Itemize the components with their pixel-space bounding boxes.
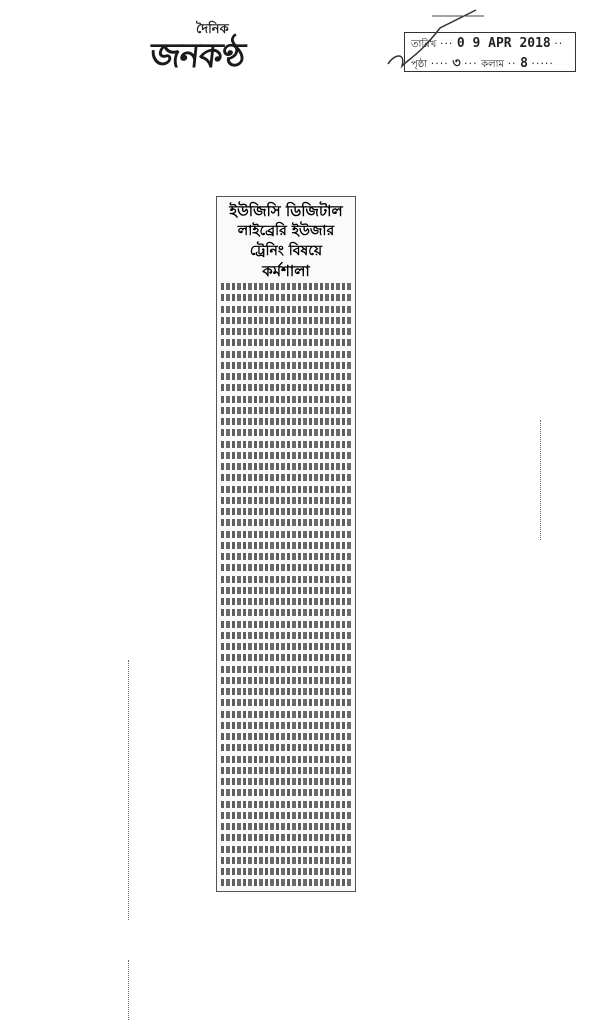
stamp-date-value: 0 9 APR 2018 bbox=[456, 36, 551, 51]
article-body-line bbox=[221, 362, 351, 369]
article-body-line bbox=[221, 789, 351, 796]
stamp-page-row: পৃষ্ঠা ···· ৩ ··· কলাম ·· 8 ····· bbox=[411, 56, 554, 71]
article-body-line bbox=[221, 834, 351, 841]
article-body-line bbox=[221, 351, 351, 358]
article-body-line bbox=[221, 756, 351, 763]
stamp-date-label: তারিখ bbox=[411, 39, 437, 50]
article-body-line bbox=[221, 801, 351, 808]
scan-margin-line bbox=[128, 960, 129, 1020]
article-body-line bbox=[221, 857, 351, 864]
article-body-line bbox=[221, 891, 351, 893]
article-body-line bbox=[221, 609, 351, 616]
article-body-line bbox=[221, 576, 351, 583]
article-body-line bbox=[221, 564, 351, 571]
article-body-line bbox=[221, 733, 351, 740]
article-body-line bbox=[221, 418, 351, 425]
article-body-line bbox=[221, 643, 351, 650]
article-body-line bbox=[221, 306, 351, 313]
article-body-line bbox=[221, 519, 351, 526]
article-body-line bbox=[221, 722, 351, 729]
article-body-line bbox=[221, 463, 351, 470]
article-body-line bbox=[221, 823, 351, 830]
article-body-line bbox=[221, 688, 351, 695]
article-body-line bbox=[221, 879, 351, 886]
article-body-line bbox=[221, 441, 351, 448]
article-body bbox=[217, 283, 355, 892]
article-body-line bbox=[221, 666, 351, 673]
article-body-line bbox=[221, 396, 351, 403]
article-body-line bbox=[221, 384, 351, 391]
article-body-line bbox=[221, 373, 351, 380]
stamp-column-label: কলাম bbox=[481, 59, 505, 70]
scan-margin-line bbox=[128, 660, 129, 920]
date-stamp bbox=[404, 32, 576, 72]
article-body-line bbox=[221, 632, 351, 639]
headline-line-1: ইউজিসি ডিজিটাল bbox=[229, 202, 343, 220]
article-body-line bbox=[221, 486, 351, 493]
masthead-label: দৈনিক bbox=[196, 22, 229, 37]
article-body-line bbox=[221, 711, 351, 718]
masthead-title: জনকণ্ঠ bbox=[148, 36, 247, 76]
article-body-line bbox=[221, 654, 351, 661]
article-body-line bbox=[221, 339, 351, 346]
stamp-page-label: পৃষ্ঠা bbox=[411, 59, 428, 70]
article-body-line bbox=[221, 846, 351, 853]
article-body-line bbox=[221, 294, 351, 301]
article-body-line bbox=[221, 497, 351, 504]
article-body-line bbox=[221, 553, 351, 560]
headline-line-2: লাইব্রেরি ইউজার bbox=[237, 223, 335, 239]
stamp-date-row: তারিখ ··· 0 9 APR 2018 ·· bbox=[411, 36, 564, 51]
article-body-line bbox=[221, 531, 351, 538]
article-body-line bbox=[221, 542, 351, 549]
article-clipping bbox=[216, 196, 356, 892]
stamp-column-value: 8 bbox=[520, 56, 528, 71]
article-body-line bbox=[221, 429, 351, 436]
article-body-line bbox=[221, 778, 351, 785]
article-body-line bbox=[221, 598, 351, 605]
article-body-line bbox=[221, 812, 351, 819]
article-body-line bbox=[221, 452, 351, 459]
article-headline bbox=[217, 197, 355, 283]
headline-line-3: ট্রেনিং বিষয়ে bbox=[249, 243, 323, 259]
article-body-line bbox=[221, 283, 351, 290]
article-body-line bbox=[221, 621, 351, 628]
article-body-line bbox=[221, 407, 351, 414]
article-body-line bbox=[221, 699, 351, 706]
article-body-line bbox=[221, 744, 351, 751]
article-body-line bbox=[221, 508, 351, 515]
article-body-line bbox=[221, 317, 351, 324]
article-body-line bbox=[221, 767, 351, 774]
article-body-line bbox=[221, 328, 351, 335]
article-body-line bbox=[221, 474, 351, 481]
article-body-line bbox=[221, 868, 351, 875]
headline-line-4: কর্মশালা bbox=[262, 262, 310, 280]
article-body-line bbox=[221, 677, 351, 684]
stamp-page-value: ৩ bbox=[452, 56, 461, 71]
scan-margin-line bbox=[540, 420, 541, 540]
article-body-line bbox=[221, 587, 351, 594]
